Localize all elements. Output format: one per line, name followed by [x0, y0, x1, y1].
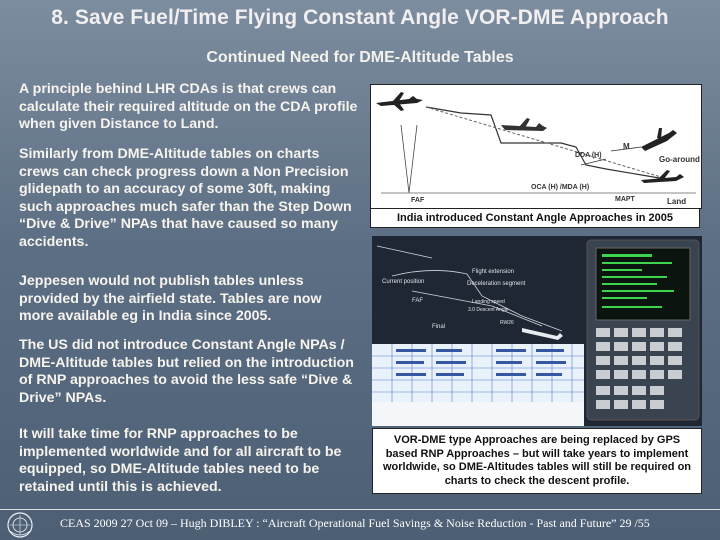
flight-extension-label: Flight extension [472, 269, 515, 275]
land-label: Land [667, 197, 687, 206]
rnp-fms-figure [372, 236, 702, 426]
faf-label: FAF [412, 298, 424, 304]
table-footer [372, 402, 584, 426]
faf-marker [401, 125, 417, 193]
approach-profile-diagram [371, 85, 701, 208]
current-position-label: Current position [382, 279, 425, 285]
paragraph-lhr-cda: A principle behind LHR CDAs is that crews can calculate their required altitude on the CDA profile when given Distance to Land. [19, 81, 358, 133]
go-around-label: Go-around [659, 155, 700, 164]
runway-label: RW26 [500, 320, 514, 326]
mapt-label: MAPT [615, 196, 635, 203]
un-emblem-logo [6, 511, 34, 539]
slide-subtitle: Continued Need for DME-Altitude Tables [206, 49, 514, 66]
slide-footer: CEAS 2009 27 Oct 09 – Hugh DIBLEY : “Aircraft Operational Fuel Savings & Noise Reduction - Past and Future” 29 /55 [60, 516, 650, 530]
footer-divider [0, 509, 720, 510]
aircraft-icon [501, 118, 547, 131]
deceleration-label: Deceleration segment [467, 281, 526, 287]
oca-label: OCA (H) /MDA (H) [531, 184, 590, 191]
landing-speed-label: Landing speed [472, 299, 505, 305]
paragraph-us-rnp: The US did not introduce Constant Angle NPAs / DME-Altitude tables but relied on the introduction of RNP approaches to avoid the less safe “Dive & Drive” NPAs. [19, 337, 354, 406]
paragraph-dme-tables: Similarly from DME-Altitude tables on charts crews can check progress down a Non Precision glidepath to an accuracy of some 30ft, making such approaches much safer than the Step Down “Dive & Drive” NPAs that have caused so many accidents. [19, 146, 352, 250]
figure1-caption: India introduced Constant Angle Approaches in 2005 [370, 208, 700, 228]
final-label: Final [432, 324, 446, 330]
dda-label: DDA (H) [575, 152, 602, 159]
slide-title: 8. Save Fuel/Time Flying Constant Angle VOR-DME Approach [51, 6, 669, 29]
figure2-caption: VOR-DME type Approaches are being replaced by GPS based RNP Approaches – but will take years to implement worldwide, so DME-Altitudes tables will still be required on charts to check the descent profile. [372, 428, 702, 494]
faf-label: FAF [411, 197, 425, 204]
approach-profile-figure [370, 84, 702, 209]
m-label: M [623, 142, 630, 151]
rnp-fms-illustration [372, 236, 702, 426]
descent-angle-label: 3.0 Descent Angle [468, 307, 509, 313]
aircraft-icon [376, 92, 423, 111]
aircraft-icon [641, 128, 677, 151]
constant-angle-line [426, 107, 671, 180]
paragraph-retain-tables: It will take time for RNP approaches to be implemented worldwide and for all aircraft to be equipped, so DME-Altitude tables need to be retained until this is achieved. [19, 426, 342, 495]
paragraph-jeppesen: Jeppesen would not publish tables unless provided by the airfield state. Tables are now more available eg in India since 2005. [19, 273, 322, 325]
